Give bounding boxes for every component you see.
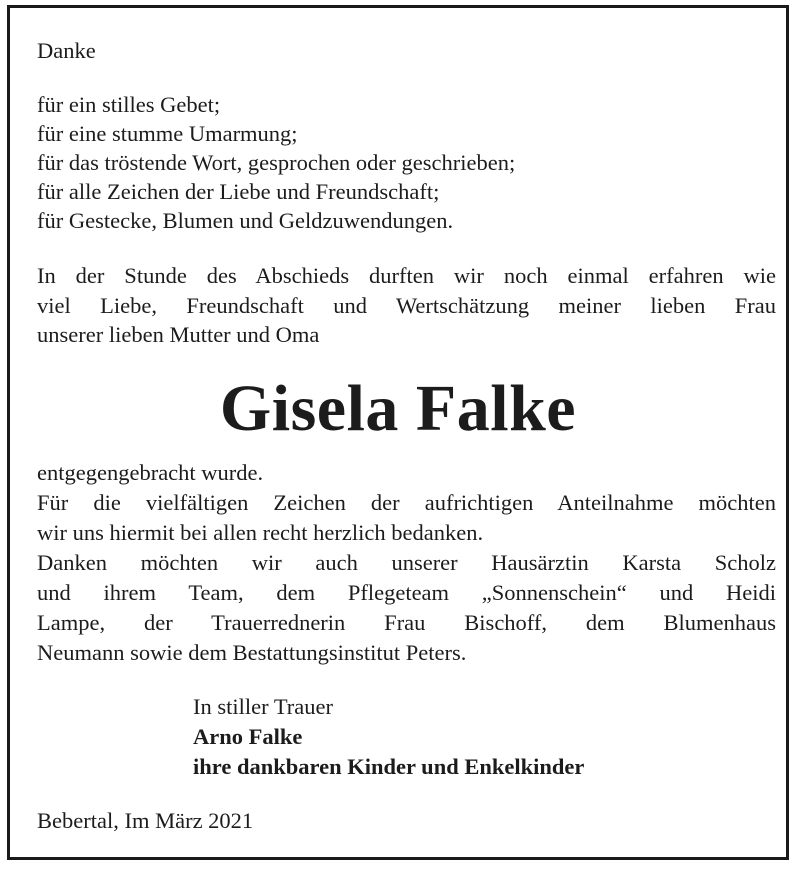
signature-name: Arno Falke	[193, 724, 303, 749]
heading: Danke	[37, 38, 96, 63]
body-line: wir uns hiermit bei allen recht herzlich bedanken.	[37, 520, 484, 545]
thanks-line: für alle Zeichen der Liebe und Freundschaft;	[37, 179, 440, 204]
thanks-line: für Gestecke, Blumen und Geldzuwendungen.	[37, 208, 454, 233]
body-line: und ihrem Team, dem Pflegeteam „Sonnenschein“ und Heidi	[37, 580, 776, 605]
thanks-line: für das tröstende Wort, gesprochen oder geschrieben;	[37, 150, 516, 175]
body-line: Neumann sowie dem Bestattungsinstitut Peters.	[37, 640, 467, 665]
thanks-line: für eine stumme Umarmung;	[37, 121, 298, 146]
intro-line: In der Stunde des Abschieds durften wir noch einmal erfahren wie	[37, 263, 776, 288]
thanks-line: für ein stilles Gebet;	[37, 92, 221, 117]
place-date: Bebertal, Im März 2021	[37, 808, 254, 833]
intro-line: viel Liebe, Freundschaft und Wertschätzung meiner lieben Frau	[37, 293, 776, 318]
body-line: Danken möchten wir auch unserer Hausärztin Karsta Scholz	[37, 550, 776, 575]
intro-line: unserer lieben Mutter und Oma	[37, 322, 320, 347]
signature-intro: In stiller Trauer	[193, 694, 333, 719]
body-line: entgegengebracht wurde.	[37, 460, 264, 485]
obituary-notice	[7, 5, 789, 860]
body-line: Für die vielfältigen Zeichen der aufrichtigen Anteilnahme möchten	[37, 490, 776, 515]
deceased-name: Gisela Falke	[219, 372, 577, 445]
body-line: Lampe, der Trauerrednerin Frau Bischoff, dem Blumenhaus	[37, 610, 776, 635]
signature-family: ihre dankbaren Kinder und Enkelkinder	[193, 754, 585, 779]
